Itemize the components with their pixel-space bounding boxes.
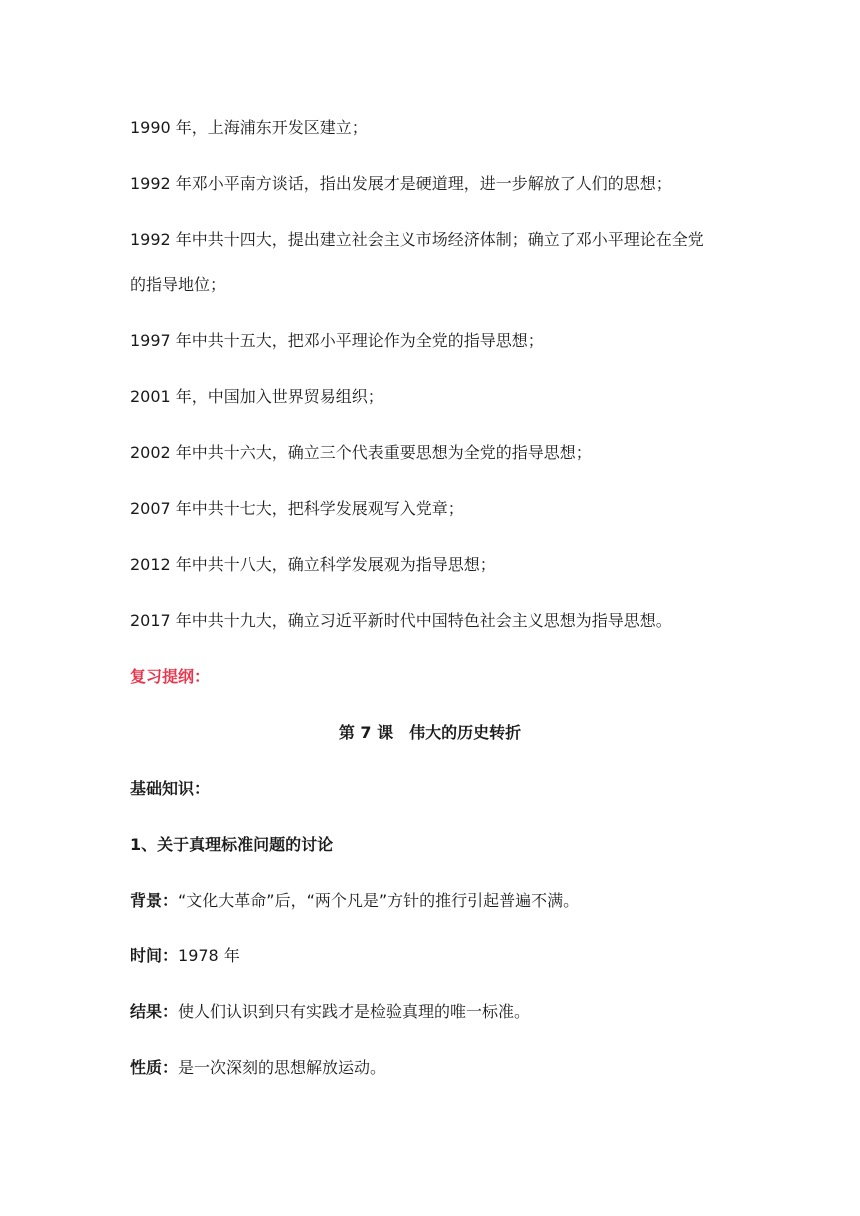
item-time — [130, 944, 740, 968]
item-nature — [130, 1056, 740, 1080]
item-background — [130, 889, 740, 913]
item-text: 是一次深刻的思想解放运动。 — [178, 1058, 387, 1077]
timeline-line-2017: 2017 年中共十九大，确立习近平新时代中国特色社会主义思想为指导思想。 — [130, 611, 672, 630]
item-label: 性质： — [130, 1058, 179, 1077]
item-label: 结果： — [130, 1002, 179, 1021]
timeline-line-2007: 2007 年中共十七大，把科学发展观写入党章； — [130, 499, 464, 518]
item-text: 使人们认识到只有实践才是检验真理的唯一标准。 — [178, 1002, 531, 1021]
basic-knowledge-heading: 基础知识： — [130, 779, 211, 798]
item-text: 1978 年 — [178, 946, 240, 965]
timeline-line-1992-14th-congress: 1992 年中共十四大，提出建立社会主义市场经济体制；确立了邓小平理论在全党 — [130, 230, 704, 249]
timeline-line-1992-south-tour: 1992 年邓小平南方谈话，指出发展才是硬道理，进一步解放了人们的思想； — [130, 174, 672, 193]
item-result — [130, 1000, 740, 1024]
timeline-line-2002: 2002 年中共十六大，确立三个代表重要思想为全党的指导思想； — [130, 443, 592, 462]
item-label: 背景： — [130, 891, 179, 910]
item-text: “文化大革命”后，“两个凡是”方针的推行引起普遍不满。 — [178, 891, 580, 910]
timeline-line-1997: 1997 年中共十五大，把邓小平理论作为全党的指导思想； — [130, 331, 544, 350]
lesson-title: 第 7 课 伟大的历史转折 — [338, 723, 522, 742]
item-label: 时间： — [130, 946, 179, 965]
section-title: 1、关于真理标准问题的讨论 — [130, 835, 334, 854]
timeline-line-2001: 2001 年，中国加入世界贸易组织； — [130, 387, 384, 406]
timeline-line-1992-14th-congress-cont: 的指导地位； — [130, 275, 227, 294]
review-heading: 复习提纲： — [130, 667, 211, 686]
timeline-line-1990: 1990 年，上海浦东开发区建立； — [130, 118, 368, 137]
timeline-line-2012: 2012 年中共十八大，确立科学发展观为指导思想； — [130, 555, 496, 574]
